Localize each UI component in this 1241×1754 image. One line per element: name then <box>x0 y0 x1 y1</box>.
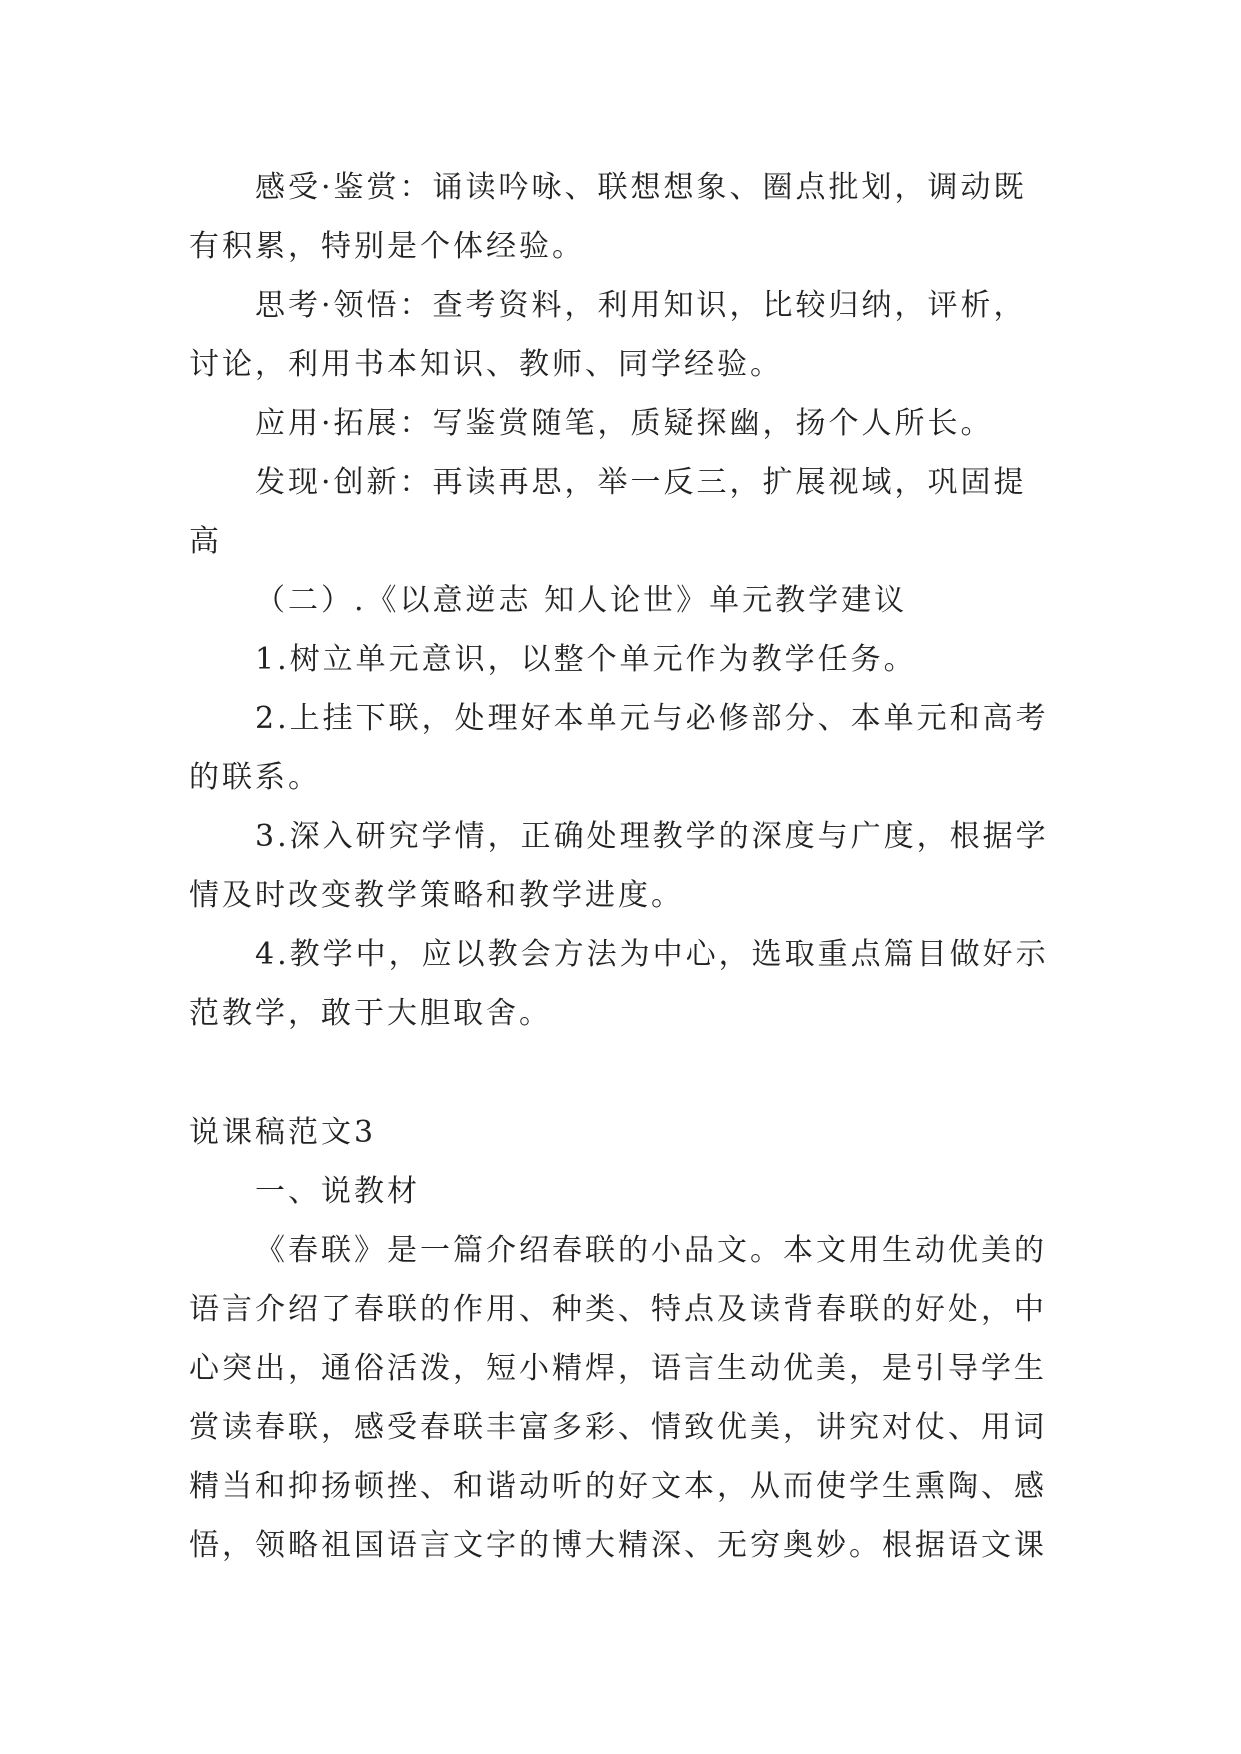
section-gap <box>189 1043 1057 1103</box>
paragraph-application: 应用·拓展：写鉴赏随笔，质疑探幽，扬个人所长。 <box>255 406 994 441</box>
textbook-paragraph: 《春联》是一篇介绍春联的小品文。本文用生动优美的语言介绍了春联的作用、种类、特点及读背春联的好处，中心突出，通俗活泼，短小精焊，语言生动优美，是引导学生赏读春联，感受春联丰富多彩、情致优美，讲究对仗、用词精当和抑扬顿挫、和谐动听的好文本，从而使学生熏陶、感悟，领略祖国语言文字的博大精深、无穷奥妙。根据语文课 <box>189 1233 1047 1563</box>
subsection-heading: （二）.《以意逆志 知人论世》单元教学建议 <box>255 583 908 618</box>
suggestion-item-2: 2.上挂下联，处理好本单元与必修部分、本单元和高考的联系。 <box>189 701 1049 795</box>
suggestion-item-1: 1.树立单元意识，以整个单元作为教学任务。 <box>255 642 917 677</box>
paragraph-appreciation: 感受·鉴赏：诵读吟咏、联想想象、圈点批划，调动既有积累，特别是个体经验。 <box>189 170 1027 264</box>
paragraph-discovery: 发现·创新：再读再思，举一反三，扩展视域，巩固提高 <box>189 465 1027 559</box>
section-title: 说课稿范文3 <box>189 1115 377 1150</box>
paragraph-reflection: 思考·领悟：查考资料，利用知识，比较归纳，评析，讨论，利用书本知识、教师、同学经验。 <box>189 288 1027 382</box>
suggestion-item-4: 4.教学中，应以教会方法为中心，选取重点篇目做好示范教学，敢于大胆取舍。 <box>189 937 1049 1031</box>
document-page <box>189 158 1057 1575</box>
textbook-heading: 一、说教材 <box>255 1174 420 1209</box>
suggestion-item-3: 3.深入研究学情，正确处理教学的深度与广度，根据学情及时改变教学策略和教学进度。 <box>189 819 1049 913</box>
